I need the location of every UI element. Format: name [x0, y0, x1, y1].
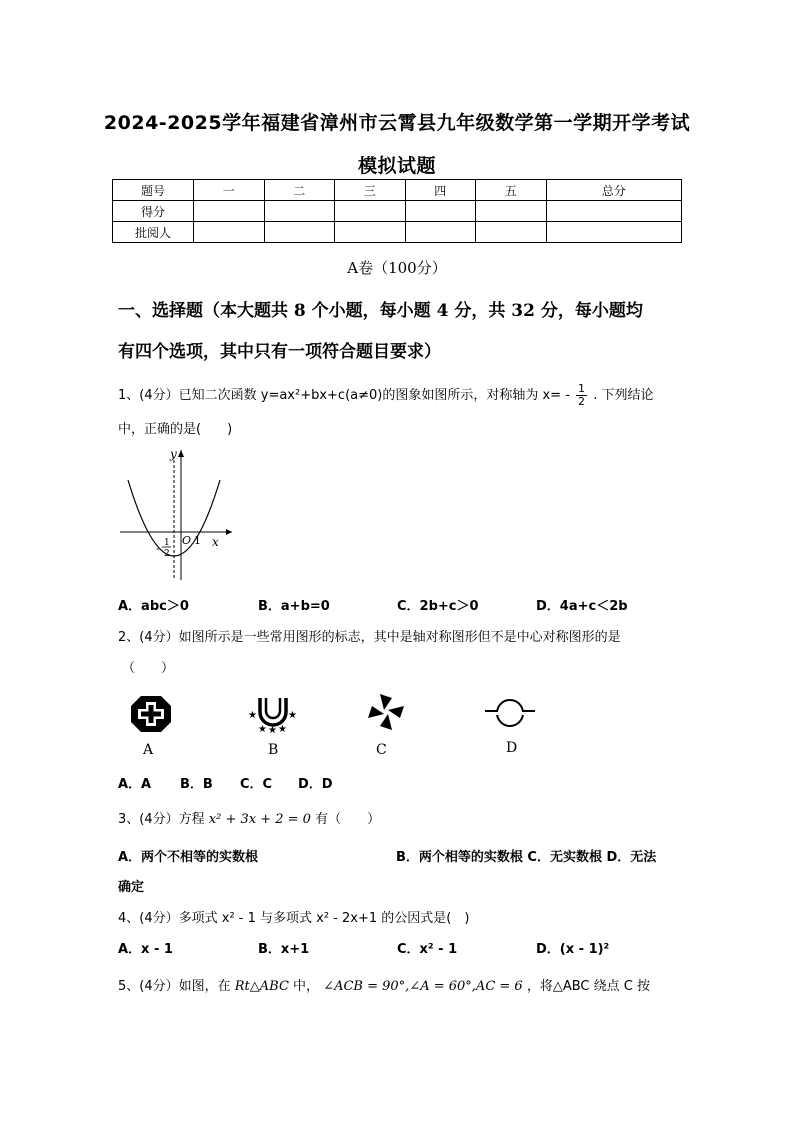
- question-3-equation: x² + 3x + 2 = 0: [208, 812, 311, 827]
- score-row-label: 批阅人: [113, 222, 194, 243]
- symbol-b-u-stars-icon: [246, 694, 300, 734]
- q2-option-a: A．A: [118, 777, 152, 792]
- fraction-denominator: 2: [578, 395, 586, 408]
- score-cell[interactable]: [546, 222, 682, 243]
- score-row-label: 得分: [113, 201, 194, 222]
- question-5-suffix: ，将△ABC 绕点 C 按: [526, 979, 650, 994]
- figure-label-c: C: [376, 742, 387, 758]
- score-header-cell: 五: [476, 180, 547, 201]
- question-3-suffix: 有（ ）: [315, 812, 381, 827]
- q1-option-c: C．2b+c＞0: [397, 599, 479, 614]
- question-3-line1: [118, 808, 380, 827]
- q3-option-a: A．两个不相等的实数根: [118, 850, 259, 865]
- score-cell[interactable]: [405, 222, 476, 243]
- score-table: [112, 179, 682, 243]
- question-1-prefix: 1、(4分）已知二次函数 y=ax²+bx+c(a≠0)的图象如图所示，对称轴为 x= -: [118, 388, 570, 403]
- score-header-cell: 一: [194, 180, 265, 201]
- question-3-prefix: 3、(4分）方程: [118, 812, 205, 827]
- y-axis-arrow: [178, 450, 184, 457]
- paper-title-line2: 模拟试题: [357, 155, 436, 177]
- score-table-row: [113, 222, 682, 243]
- x-axis-label: x: [212, 535, 219, 549]
- question-5-mid: 中，: [293, 979, 320, 994]
- question-1-line2: 中，正确的是( ): [118, 422, 233, 437]
- question-2-line2: （ ）: [122, 661, 175, 676]
- score-table-row: [113, 201, 682, 222]
- q4-option-c: C．x² - 1: [397, 942, 458, 957]
- question-1-suffix: . 下列结论: [593, 388, 654, 403]
- section-heading-line1: 一、选择题（本大题共 8 个小题，每小题 4 分，共 32 分，每小题均: [118, 301, 643, 321]
- figure-label-a: A: [143, 742, 154, 758]
- q3-option-d-continued: 确定: [118, 880, 145, 895]
- figure-label-d: D: [506, 740, 518, 756]
- fraction-numerator: 1: [578, 382, 586, 395]
- score-header-cell: 题号: [113, 180, 194, 201]
- symbol-c-pinwheel-icon: [364, 692, 408, 732]
- symbol-a-cross-icon: [129, 694, 173, 734]
- symbol-d-circle-line-icon: [484, 696, 536, 730]
- tick-one-label: 1: [194, 534, 201, 547]
- score-cell[interactable]: [264, 201, 335, 222]
- score-cell[interactable]: [335, 222, 406, 243]
- score-header-cell: 三: [335, 180, 406, 201]
- q1-option-b: B．a+b=0: [258, 599, 330, 614]
- question-2-line1: 2、(4分）如图所示是一些常用图形的标志，其中是轴对称图形但不是中心对称图形的是: [118, 630, 621, 645]
- neg-half-denominator: 2: [164, 549, 170, 559]
- score-cell[interactable]: [405, 201, 476, 222]
- score-cell[interactable]: [194, 201, 265, 222]
- score-cell[interactable]: [194, 222, 265, 243]
- question-4-line1: 4、(4分）多项式 x² - 1 与多项式 x² - 2x+1 的公因式是( ): [118, 911, 470, 926]
- q4-option-b: B．x+1: [258, 942, 310, 957]
- score-cell[interactable]: [264, 222, 335, 243]
- neg-sign-label: -: [156, 544, 160, 555]
- score-cell[interactable]: [546, 201, 682, 222]
- figure-label-b: B: [268, 742, 279, 758]
- origin-label: O: [182, 534, 192, 547]
- q2-option-b: B．B: [180, 777, 213, 792]
- question-5-line1: [118, 975, 650, 994]
- question-5-conditions: ∠ACB = 90°,∠A = 60°,AC = 6: [323, 979, 523, 994]
- star-icon: ★: [268, 725, 277, 734]
- section-heading-line2: 有四个选项，其中只有一项符合题目要求）: [118, 342, 441, 362]
- score-cell[interactable]: [335, 201, 406, 222]
- score-header-cell: 二: [264, 180, 335, 201]
- q2-option-d: D．D: [298, 777, 333, 792]
- y-axis-label: y: [170, 447, 177, 461]
- x-axis-arrow: [226, 529, 232, 535]
- score-header-cell: 总分: [546, 180, 682, 201]
- parabola-graph: [116, 446, 236, 586]
- score-header-cell: 四: [405, 180, 476, 201]
- paper-title-line1: 2024-2025学年福建省漳州市云霄县九年级数学第一学期开学考试: [103, 112, 691, 134]
- q4-option-d: D．(x - 1)²: [536, 942, 610, 957]
- volume-heading: A卷（100分）: [347, 259, 447, 277]
- q2-option-c: C．C: [240, 777, 273, 792]
- q1-option-a: A．abc＞0: [118, 599, 189, 614]
- neg-half-numerator: 1: [164, 538, 170, 548]
- star-icon: ★: [288, 710, 297, 721]
- q1-option-d: D．4a+c＜2b: [536, 599, 628, 614]
- score-cell[interactable]: [476, 222, 547, 243]
- star-icon: ★: [258, 724, 267, 734]
- question-1-fraction: [576, 383, 587, 408]
- question-5-prefix: 5、(4分）如图，在: [118, 979, 231, 994]
- score-table-header-row: [113, 180, 682, 201]
- q4-option-a: A．x - 1: [118, 942, 173, 957]
- q3-options-bcd: B．两个相等的实数根 C．无实数根 D．无法: [396, 850, 657, 865]
- score-cell[interactable]: [476, 201, 547, 222]
- question-1-line1: [118, 383, 653, 408]
- question-5-triangle: Rt△ABC: [234, 979, 289, 994]
- star-icon: ★: [278, 724, 287, 734]
- star-icon: ★: [248, 710, 257, 721]
